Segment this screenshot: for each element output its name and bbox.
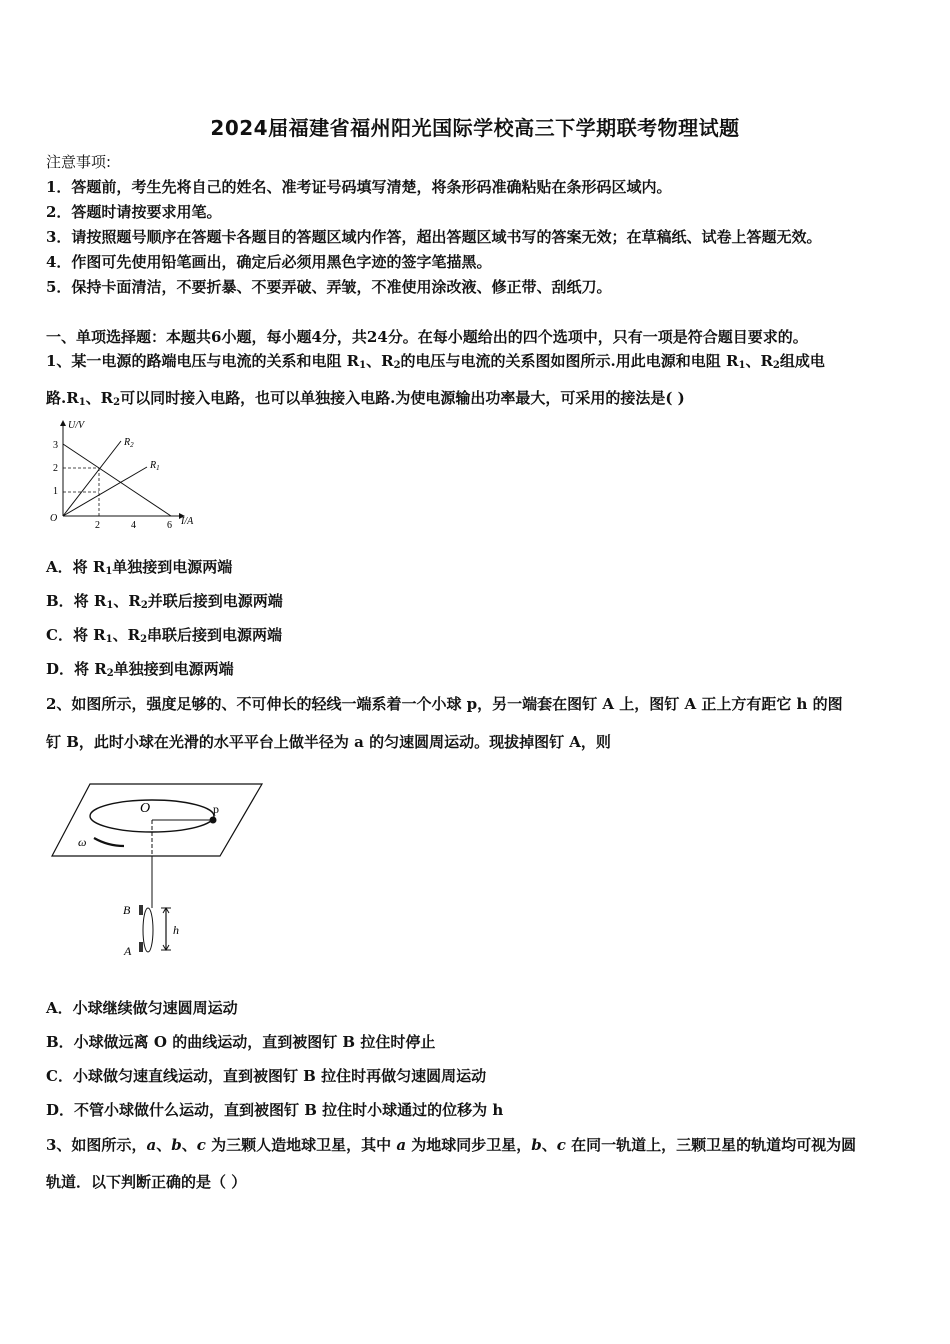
x-axis-label: I/A [181,516,194,527]
q3-stem-line1: 3、如图所示，a、b、c 为三颗人造地球卫星，其中 a 为地球同步卫星，b、c 在同一轨道上，三颗卫星的轨道均可视为圆 [46,1136,857,1154]
label-p: p [213,802,219,816]
notes-heading: 注意事项: [46,153,112,171]
q1-ui-graph [44,418,204,530]
note-item: 1．答题前，考生先将自己的姓名、准考证号码填写清楚，将条形码准确粘贴在条形码区域内。 [46,178,672,196]
label-h: h [173,923,179,937]
x-tick-2: 2 [95,520,100,530]
string-loop [143,908,153,952]
q2-stem-line2: 钉 B，此时小球在光滑的水平平台上做半径为 a 的匀速圆周运动。现拔掉图钉 A，则 [46,733,611,751]
q1-option-d[interactable]: D．将 $R_2$单独接到电源两端 [46,660,234,679]
note-item: 3．请按照题号顺序在答题卡各题目的答题区域内作答，超出答题区域书写的答案无效；在草稿纸、试卷上答题无效。 [46,228,822,246]
note-item: 4．作图可先使用铅笔画出，确定后必须用黑色字迹的签字笔描黑。 [46,253,492,271]
label-omega: ω [78,835,87,849]
label-o: O [140,801,151,816]
q1-stem-line1: 1、某一电源的路端电压与电流的关系和电阻 $R_1$、$R_2$的电压与电流的关系图如图所示.用此电源和电阻 $R_1$、$R_2$组成电 [46,352,825,371]
x-tick-4: 4 [131,520,136,530]
pin-b [139,905,143,915]
q2-figure [50,780,266,962]
r2-label: $R_2$ [124,437,134,449]
q2-option-d[interactable]: D．不管小球做什么运动，直到被图钉 B 拉住时小球通过的位移为 h [46,1101,504,1119]
label-b: B [123,903,131,917]
q2-option-b[interactable]: B．小球做远离 O 的曲线运动，直到被图钉 B 拉住时停止 [46,1033,436,1051]
note-item: 2．答题时请按要求用笔。 [46,203,222,221]
q3-stem-line2: 轨道．以下判断正确的是（ ） [46,1173,247,1191]
q2-option-a[interactable]: A．小球继续做匀速圆周运动 [46,999,238,1017]
note-item: 5．保持卡面清洁，不要折暴、不要弄破、弄皱，不准使用涂改液、修正带、刮纸刀。 [46,278,612,296]
q2-stem-line1: 2、如图所示，强度足够的、不可伸长的轻线一端系着一个小球 p，另一端套在图钉 A 上，图钉 A 正上方有距它 h 的图 [46,695,843,713]
page-title: 2024届福建省福州阳光国际学校高三下学期联考物理试题 [210,116,740,140]
x-tick-6: 6 [167,520,172,530]
origin-label: O [50,513,58,524]
label-a: A [124,944,132,958]
rotation-arrow [94,838,124,846]
r2-line [63,441,121,516]
y-axis-label: U/V [68,420,85,431]
q1-option-a[interactable]: A．将 $R_1$单独接到电源两端 [46,558,233,577]
q1-option-c[interactable]: C．将 $R_1$、$R_2$串联后接到电源两端 [46,626,283,645]
pin-a [139,942,143,952]
r1-label: $R_1$ [150,460,160,472]
ball-p [210,817,217,824]
y-tick-2: 2 [53,463,58,474]
q1-stem-line2: 路$.R_1$、$R_2$可以同时接入电路，也可以单独接入电路.为使电源输出功率最大，可采用的接法是( ) [46,389,685,408]
y-tick-1: 1 [53,486,58,497]
source-line [63,444,171,516]
q1-option-b[interactable]: B．将 $R_1$、$R_2$并联后接到电源两端 [46,592,283,611]
q2-option-c[interactable]: C．小球做匀速直线运动，直到被图钉 B 拉住时再做匀速圆周运动 [46,1067,487,1085]
y-tick-3: 3 [53,440,58,451]
section-heading: 一、单项选择题：本题共6小题，每小题4分，共24分。在每小题给出的四个选项中，只有一项是符合题目要求的。 [46,328,808,346]
